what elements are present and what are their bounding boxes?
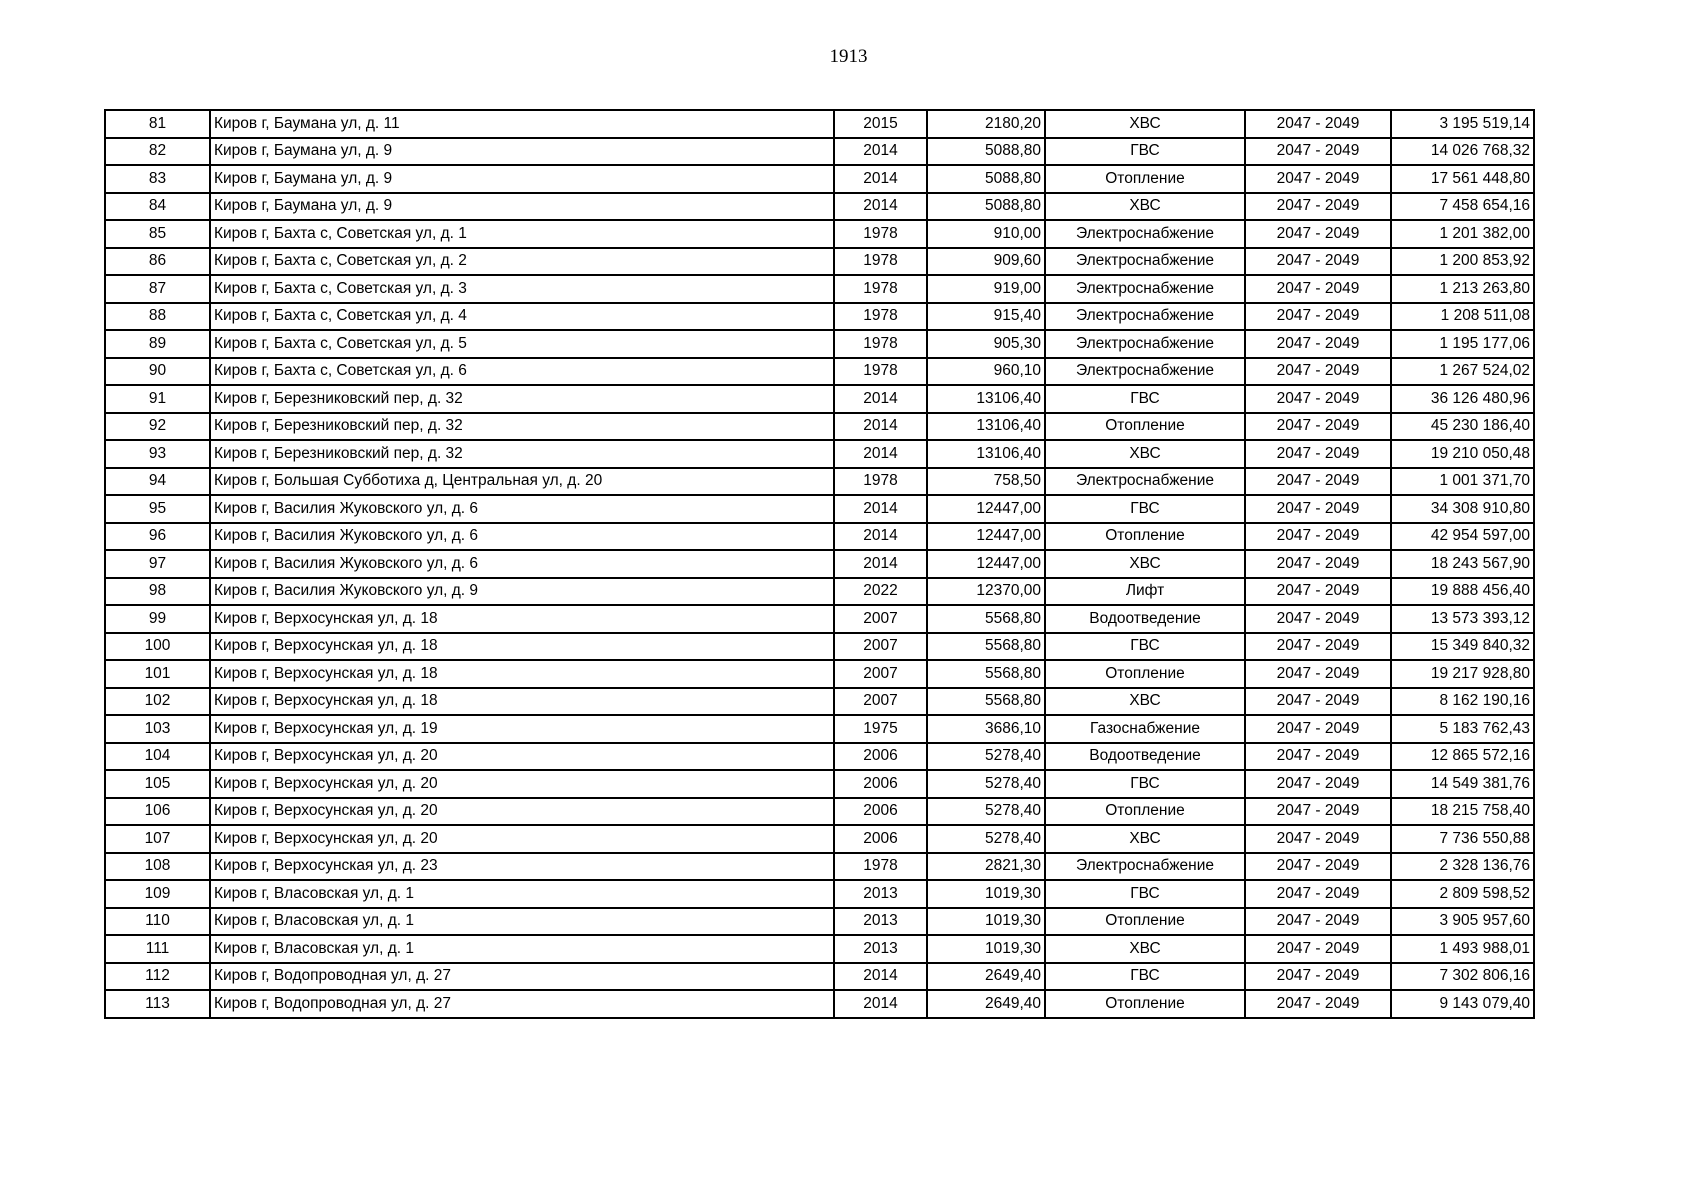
area-cell: 5278,40 [927, 770, 1045, 798]
area-cell: 5568,80 [927, 688, 1045, 716]
year-cell: 2014 [834, 495, 927, 523]
area-cell: 910,00 [927, 220, 1045, 248]
cost-cell: 1 208 511,08 [1391, 303, 1534, 331]
cost-cell: 7 458 654,16 [1391, 193, 1534, 221]
row-number-cell: 98 [105, 578, 210, 606]
address-cell: Киров г, Бахта с, Советская ул, д. 2 [210, 248, 834, 276]
cost-cell: 19 888 456,40 [1391, 578, 1534, 606]
period-cell: 2047 - 2049 [1245, 165, 1391, 193]
row-number-cell: 90 [105, 358, 210, 386]
address-cell: Киров г, Баумана ул, д. 11 [210, 110, 834, 138]
address-cell: Киров г, Верхосунская ул, д. 18 [210, 633, 834, 661]
address-cell: Киров г, Василия Жуковского ул, д. 6 [210, 550, 834, 578]
address-cell: Киров г, Верхосунская ул, д. 18 [210, 605, 834, 633]
cost-cell: 45 230 186,40 [1391, 413, 1534, 441]
row-number-cell: 86 [105, 248, 210, 276]
cost-cell: 14 026 768,32 [1391, 138, 1534, 166]
year-cell: 2013 [834, 880, 927, 908]
year-cell: 1975 [834, 715, 927, 743]
area-cell: 5568,80 [927, 605, 1045, 633]
period-cell: 2047 - 2049 [1245, 578, 1391, 606]
work-type-cell: Электроснабжение [1045, 220, 1245, 248]
period-cell: 2047 - 2049 [1245, 880, 1391, 908]
work-type-cell: Водоотведение [1045, 605, 1245, 633]
table-row [105, 715, 1534, 743]
table-body [105, 110, 1534, 1018]
row-number-cell: 113 [105, 990, 210, 1018]
row-number-cell: 93 [105, 440, 210, 468]
cost-cell: 1 267 524,02 [1391, 358, 1534, 386]
row-number-cell: 101 [105, 660, 210, 688]
period-cell: 2047 - 2049 [1245, 963, 1391, 991]
row-number-cell: 99 [105, 605, 210, 633]
cost-cell: 14 549 381,76 [1391, 770, 1534, 798]
period-cell: 2047 - 2049 [1245, 468, 1391, 496]
year-cell: 2007 [834, 605, 927, 633]
cost-cell: 13 573 393,12 [1391, 605, 1534, 633]
address-cell: Киров г, Верхосунская ул, д. 20 [210, 798, 834, 826]
address-cell: Киров г, Василия Жуковского ул, д. 6 [210, 495, 834, 523]
year-cell: 2013 [834, 935, 927, 963]
work-type-cell: ХВС [1045, 935, 1245, 963]
year-cell: 2007 [834, 688, 927, 716]
row-number-cell: 105 [105, 770, 210, 798]
area-cell: 960,10 [927, 358, 1045, 386]
address-cell: Киров г, Верхосунская ул, д. 23 [210, 853, 834, 881]
table-row [105, 440, 1534, 468]
area-cell: 5568,80 [927, 660, 1045, 688]
row-number-cell: 108 [105, 853, 210, 881]
period-cell: 2047 - 2049 [1245, 743, 1391, 771]
row-number-cell: 112 [105, 963, 210, 991]
year-cell: 2015 [834, 110, 927, 138]
row-number-cell: 85 [105, 220, 210, 248]
period-cell: 2047 - 2049 [1245, 633, 1391, 661]
period-cell: 2047 - 2049 [1245, 248, 1391, 276]
table-row [105, 523, 1534, 551]
year-cell: 1978 [834, 468, 927, 496]
year-cell: 2006 [834, 770, 927, 798]
work-type-cell: Электроснабжение [1045, 853, 1245, 881]
row-number-cell: 87 [105, 275, 210, 303]
row-number-cell: 88 [105, 303, 210, 331]
year-cell: 2007 [834, 660, 927, 688]
period-cell: 2047 - 2049 [1245, 138, 1391, 166]
address-cell: Киров г, Баумана ул, д. 9 [210, 165, 834, 193]
page-number: 1913 [829, 46, 868, 67]
area-cell: 5088,80 [927, 193, 1045, 221]
address-cell: Киров г, Верхосунская ул, д. 20 [210, 825, 834, 853]
area-cell: 2649,40 [927, 963, 1045, 991]
area-cell: 3686,10 [927, 715, 1045, 743]
year-cell: 1978 [834, 248, 927, 276]
address-cell: Киров г, Власовская ул, д. 1 [210, 935, 834, 963]
work-type-cell: Электроснабжение [1045, 275, 1245, 303]
address-cell: Киров г, Водопроводная ул, д. 27 [210, 990, 834, 1018]
year-cell: 2006 [834, 825, 927, 853]
year-cell: 2014 [834, 193, 927, 221]
period-cell: 2047 - 2049 [1245, 193, 1391, 221]
year-cell: 2006 [834, 743, 927, 771]
address-cell: Киров г, Бахта с, Советская ул, д. 5 [210, 330, 834, 358]
year-cell: 1978 [834, 330, 927, 358]
address-cell: Киров г, Верхосунская ул, д. 19 [210, 715, 834, 743]
cost-cell: 3 195 519,14 [1391, 110, 1534, 138]
year-cell: 2013 [834, 908, 927, 936]
row-number-cell: 84 [105, 193, 210, 221]
table-row [105, 578, 1534, 606]
work-type-cell: Лифт [1045, 578, 1245, 606]
cost-cell: 2 328 136,76 [1391, 853, 1534, 881]
cost-cell: 18 215 758,40 [1391, 798, 1534, 826]
table-row [105, 550, 1534, 578]
period-cell: 2047 - 2049 [1245, 660, 1391, 688]
table-row [105, 275, 1534, 303]
table-row [105, 660, 1534, 688]
table-row [105, 688, 1534, 716]
area-cell: 12370,00 [927, 578, 1045, 606]
cost-cell: 18 243 567,90 [1391, 550, 1534, 578]
table-row [105, 963, 1534, 991]
area-cell: 12447,00 [927, 523, 1045, 551]
row-number-cell: 110 [105, 908, 210, 936]
cost-cell: 1 200 853,92 [1391, 248, 1534, 276]
cost-cell: 7 736 550,88 [1391, 825, 1534, 853]
work-type-cell: Электроснабжение [1045, 303, 1245, 331]
cost-cell: 1 201 382,00 [1391, 220, 1534, 248]
address-cell: Киров г, Власовская ул, д. 1 [210, 908, 834, 936]
year-cell: 2006 [834, 798, 927, 826]
area-cell: 915,40 [927, 303, 1045, 331]
area-cell: 5088,80 [927, 165, 1045, 193]
address-cell: Киров г, Большая Субботиха д, Центральная ул, д. 20 [210, 468, 834, 496]
work-type-cell: ГВС [1045, 633, 1245, 661]
area-cell: 13106,40 [927, 413, 1045, 441]
table-row [105, 825, 1534, 853]
row-number-cell: 89 [105, 330, 210, 358]
cost-cell: 2 809 598,52 [1391, 880, 1534, 908]
area-cell: 2649,40 [927, 990, 1045, 1018]
area-cell: 758,50 [927, 468, 1045, 496]
cost-cell: 3 905 957,60 [1391, 908, 1534, 936]
year-cell: 1978 [834, 358, 927, 386]
period-cell: 2047 - 2049 [1245, 385, 1391, 413]
table-row [105, 248, 1534, 276]
cost-cell: 19 210 050,48 [1391, 440, 1534, 468]
work-type-cell: ХВС [1045, 193, 1245, 221]
row-number-cell: 97 [105, 550, 210, 578]
table-row [105, 880, 1534, 908]
work-type-cell: ХВС [1045, 440, 1245, 468]
year-cell: 2014 [834, 440, 927, 468]
row-number-cell: 92 [105, 413, 210, 441]
year-cell: 2022 [834, 578, 927, 606]
year-cell: 2014 [834, 523, 927, 551]
row-number-cell: 104 [105, 743, 210, 771]
table-row [105, 303, 1534, 331]
area-cell: 5278,40 [927, 798, 1045, 826]
cost-cell: 1 493 988,01 [1391, 935, 1534, 963]
table-row [105, 165, 1534, 193]
area-cell: 5278,40 [927, 743, 1045, 771]
area-cell: 1019,30 [927, 880, 1045, 908]
area-cell: 2821,30 [927, 853, 1045, 881]
work-type-cell: Электроснабжение [1045, 248, 1245, 276]
address-cell: Киров г, Верхосунская ул, д. 18 [210, 688, 834, 716]
work-type-cell: Отопление [1045, 660, 1245, 688]
cost-cell: 1 001 371,70 [1391, 468, 1534, 496]
cost-cell: 42 954 597,00 [1391, 523, 1534, 551]
period-cell: 2047 - 2049 [1245, 605, 1391, 633]
work-type-cell: Электроснабжение [1045, 330, 1245, 358]
table-row [105, 413, 1534, 441]
row-number-cell: 91 [105, 385, 210, 413]
work-type-cell: Отопление [1045, 798, 1245, 826]
table-row [105, 468, 1534, 496]
area-cell: 909,60 [927, 248, 1045, 276]
cost-cell: 15 349 840,32 [1391, 633, 1534, 661]
cost-cell: 17 561 448,80 [1391, 165, 1534, 193]
period-cell: 2047 - 2049 [1245, 275, 1391, 303]
cost-cell: 12 865 572,16 [1391, 743, 1534, 771]
row-number-cell: 102 [105, 688, 210, 716]
work-type-cell: Отопление [1045, 908, 1245, 936]
cost-cell: 34 308 910,80 [1391, 495, 1534, 523]
cost-cell: 8 162 190,16 [1391, 688, 1534, 716]
cost-cell: 7 302 806,16 [1391, 963, 1534, 991]
period-cell: 2047 - 2049 [1245, 110, 1391, 138]
address-cell: Киров г, Березниковский пер, д. 32 [210, 440, 834, 468]
row-number-cell: 103 [105, 715, 210, 743]
address-cell: Киров г, Бахта с, Советская ул, д. 3 [210, 275, 834, 303]
period-cell: 2047 - 2049 [1245, 303, 1391, 331]
table-row [105, 770, 1534, 798]
period-cell: 2047 - 2049 [1245, 440, 1391, 468]
year-cell: 2014 [834, 413, 927, 441]
table-row [105, 385, 1534, 413]
table-row [105, 110, 1534, 138]
work-type-cell: Электроснабжение [1045, 468, 1245, 496]
year-cell: 2014 [834, 990, 927, 1018]
address-cell: Киров г, Василия Жуковского ул, д. 6 [210, 523, 834, 551]
year-cell: 1978 [834, 303, 927, 331]
work-type-cell: ГВС [1045, 880, 1245, 908]
address-cell: Киров г, Водопроводная ул, д. 27 [210, 963, 834, 991]
data-table [104, 109, 1535, 1019]
row-number-cell: 94 [105, 468, 210, 496]
table-row [105, 798, 1534, 826]
work-type-cell: ГВС [1045, 963, 1245, 991]
area-cell: 905,30 [927, 330, 1045, 358]
address-cell: Киров г, Бахта с, Советская ул, д. 6 [210, 358, 834, 386]
table-row [105, 358, 1534, 386]
area-cell: 2180,20 [927, 110, 1045, 138]
period-cell: 2047 - 2049 [1245, 523, 1391, 551]
work-type-cell: ГВС [1045, 385, 1245, 413]
cost-cell: 1 213 263,80 [1391, 275, 1534, 303]
area-cell: 13106,40 [927, 385, 1045, 413]
address-cell: Киров г, Василия Жуковского ул, д. 9 [210, 578, 834, 606]
table-row [105, 990, 1534, 1018]
table-row [105, 220, 1534, 248]
row-number-cell: 109 [105, 880, 210, 908]
period-cell: 2047 - 2049 [1245, 990, 1391, 1018]
area-cell: 5278,40 [927, 825, 1045, 853]
period-cell: 2047 - 2049 [1245, 220, 1391, 248]
cost-cell: 5 183 762,43 [1391, 715, 1534, 743]
period-cell: 2047 - 2049 [1245, 550, 1391, 578]
table-row [105, 605, 1534, 633]
address-cell: Киров г, Баумана ул, д. 9 [210, 138, 834, 166]
row-number-cell: 100 [105, 633, 210, 661]
work-type-cell: Газоснабжение [1045, 715, 1245, 743]
area-cell: 12447,00 [927, 495, 1045, 523]
area-cell: 1019,30 [927, 908, 1045, 936]
year-cell: 2007 [834, 633, 927, 661]
table-row [105, 495, 1534, 523]
period-cell: 2047 - 2049 [1245, 908, 1391, 936]
address-cell: Киров г, Березниковский пер, д. 32 [210, 413, 834, 441]
row-number-cell: 95 [105, 495, 210, 523]
table-row [105, 193, 1534, 221]
address-cell: Киров г, Бахта с, Советская ул, д. 1 [210, 220, 834, 248]
address-cell: Киров г, Верхосунская ул, д. 20 [210, 743, 834, 771]
work-type-cell: Отопление [1045, 990, 1245, 1018]
address-cell: Киров г, Баумана ул, д. 9 [210, 193, 834, 221]
work-type-cell: ГВС [1045, 495, 1245, 523]
period-cell: 2047 - 2049 [1245, 935, 1391, 963]
work-type-cell: Отопление [1045, 165, 1245, 193]
year-cell: 1978 [834, 853, 927, 881]
period-cell: 2047 - 2049 [1245, 495, 1391, 523]
period-cell: 2047 - 2049 [1245, 798, 1391, 826]
area-cell: 5088,80 [927, 138, 1045, 166]
row-number-cell: 81 [105, 110, 210, 138]
period-cell: 2047 - 2049 [1245, 330, 1391, 358]
work-type-cell: ГВС [1045, 770, 1245, 798]
row-number-cell: 83 [105, 165, 210, 193]
address-cell: Киров г, Верхосунская ул, д. 20 [210, 770, 834, 798]
area-cell: 5568,80 [927, 633, 1045, 661]
row-number-cell: 96 [105, 523, 210, 551]
address-cell: Киров г, Верхосунская ул, д. 18 [210, 660, 834, 688]
table-row [105, 138, 1534, 166]
table-row [105, 908, 1534, 936]
area-cell: 1019,30 [927, 935, 1045, 963]
work-type-cell: Отопление [1045, 413, 1245, 441]
year-cell: 2014 [834, 138, 927, 166]
cost-cell: 1 195 177,06 [1391, 330, 1534, 358]
cost-cell: 36 126 480,96 [1391, 385, 1534, 413]
row-number-cell: 111 [105, 935, 210, 963]
area-cell: 13106,40 [927, 440, 1045, 468]
period-cell: 2047 - 2049 [1245, 853, 1391, 881]
period-cell: 2047 - 2049 [1245, 825, 1391, 853]
area-cell: 12447,00 [927, 550, 1045, 578]
work-type-cell: Электроснабжение [1045, 358, 1245, 386]
table-row [105, 330, 1534, 358]
year-cell: 1978 [834, 275, 927, 303]
row-number-cell: 106 [105, 798, 210, 826]
work-type-cell: ХВС [1045, 688, 1245, 716]
table-row [105, 935, 1534, 963]
cost-cell: 19 217 928,80 [1391, 660, 1534, 688]
address-cell: Киров г, Власовская ул, д. 1 [210, 880, 834, 908]
period-cell: 2047 - 2049 [1245, 715, 1391, 743]
year-cell: 2014 [834, 963, 927, 991]
work-type-cell: Отопление [1045, 523, 1245, 551]
work-type-cell: Водоотведение [1045, 743, 1245, 771]
area-cell: 919,00 [927, 275, 1045, 303]
year-cell: 2014 [834, 550, 927, 578]
period-cell: 2047 - 2049 [1245, 770, 1391, 798]
year-cell: 2014 [834, 165, 927, 193]
year-cell: 2014 [834, 385, 927, 413]
address-cell: Киров г, Березниковский пер, д. 32 [210, 385, 834, 413]
year-cell: 1978 [834, 220, 927, 248]
work-type-cell: ГВС [1045, 138, 1245, 166]
row-number-cell: 107 [105, 825, 210, 853]
work-type-cell: ХВС [1045, 110, 1245, 138]
period-cell: 2047 - 2049 [1245, 358, 1391, 386]
row-number-cell: 82 [105, 138, 210, 166]
table-row [105, 743, 1534, 771]
work-type-cell: ХВС [1045, 550, 1245, 578]
table-row [105, 633, 1534, 661]
period-cell: 2047 - 2049 [1245, 413, 1391, 441]
cost-cell: 9 143 079,40 [1391, 990, 1534, 1018]
work-type-cell: ХВС [1045, 825, 1245, 853]
period-cell: 2047 - 2049 [1245, 688, 1391, 716]
table-row [105, 853, 1534, 881]
address-cell: Киров г, Бахта с, Советская ул, д. 4 [210, 303, 834, 331]
